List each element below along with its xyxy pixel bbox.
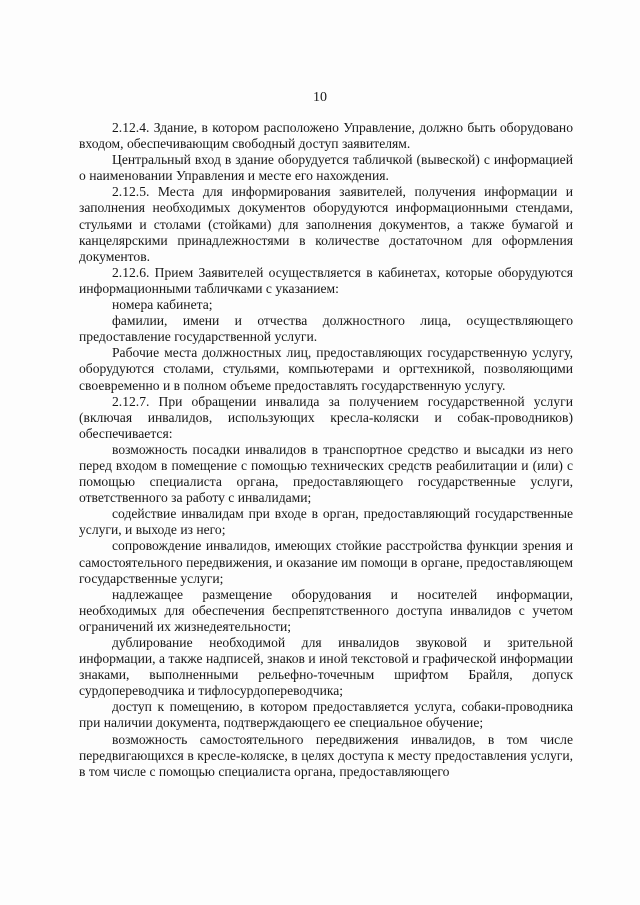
paragraph-workplaces: Рабочие места должностных лиц, предоставляющих государственную услугу, оборудуются столами, стульями, компьютерами и оргтехникой, позволяющими своевременно и в полном объеме предоставлять государственную услугу. [79, 345, 573, 393]
paragraph-transport-boarding: возможность посадки инвалидов в транспортное средство и высадки из него перед входом в помещение с помощью технических средств реабилитации и (или) с помощью специалиста органа, предоставляющего государственные услуги, ответственного за работу с инвалидами; [79, 441, 573, 506]
paragraph-2-12-7: 2.12.7. При обращении инвалида за получением государственной услуги (включая инвалидов, использующих кресла-коляски и собак-проводников) обеспечивается: [79, 393, 573, 441]
page-number: 10 [313, 90, 327, 105]
paragraph-braille-duplication: дублирование необходимой для инвалидов звуковой и зрительной информации, а также надписей, знаков и иной текстовой и графической информации знаками, выполненными рельефно-точечным шрифтом Брайля, допуск сурдопереводчика и тифлосурдопереводчика; [79, 635, 573, 699]
paragraph-equipment-placement: надлежащее размещение оборудования и носителей информации, необходимых для обеспечения беспрепятственного доступа инвалидов с учетом ограничений их жизнедеятельности; [79, 586, 573, 634]
paragraph-entry-assistance: содействие инвалидам при входе в орган, предоставляющий государственные услуги, и выходе из него; [79, 506, 573, 538]
paragraph-escort: сопровождение инвалидов, имеющих стойкие расстройства функции зрения и самостоятельного передвижения, и оказание им помощи в органе, предоставляющем государственные услуги; [79, 538, 573, 586]
paragraph-independent-movement: возможность самостоятельного передвижения инвалидов, в том числе передвигающихся в кресле-коляске, в целях доступа к месту предоставления услуги, в том числе с помощью специалиста органа, предоставляющего [79, 731, 573, 779]
paragraph-2-12-6: 2.12.6. Прием Заявителей осуществляется в кабинетах, которые оборудуются информационными табличками с указанием: [79, 264, 573, 296]
paragraph-guide-dog-access: доступ к помещению, в котором предоставляется услуга, собаки-проводника при наличии документа, подтверждающего ее специальное обучение; [79, 699, 573, 731]
paragraph-room-number: номера кабинета; [112, 297, 213, 313]
paragraph-official-name: фамилии, имени и отчества должностного лица, осуществляющего предоставление государственной услуги. [79, 313, 573, 345]
document-body [79, 120, 573, 780]
paragraph-2-12-5: 2.12.5. Места для информирования заявителей, получения информации и заполнения необходимых документов оборудуются информационными стендами, стульями и столами (стойками) для заполнения документов, а также бумагой и канцелярскими принадлежностями в количестве достаточном для оформления документов. [79, 184, 573, 264]
paragraph-central-entrance: Центральный вход в здание оборудуется табличкой (вывеской) с информацией о наименовании Управления и месте его нахождения. [79, 152, 573, 184]
paragraph-2-12-4: 2.12.4. Здание, в котором расположено Управление, должно быть оборудовано входом, обеспечивающим свободный доступ заявителям. [79, 120, 573, 152]
